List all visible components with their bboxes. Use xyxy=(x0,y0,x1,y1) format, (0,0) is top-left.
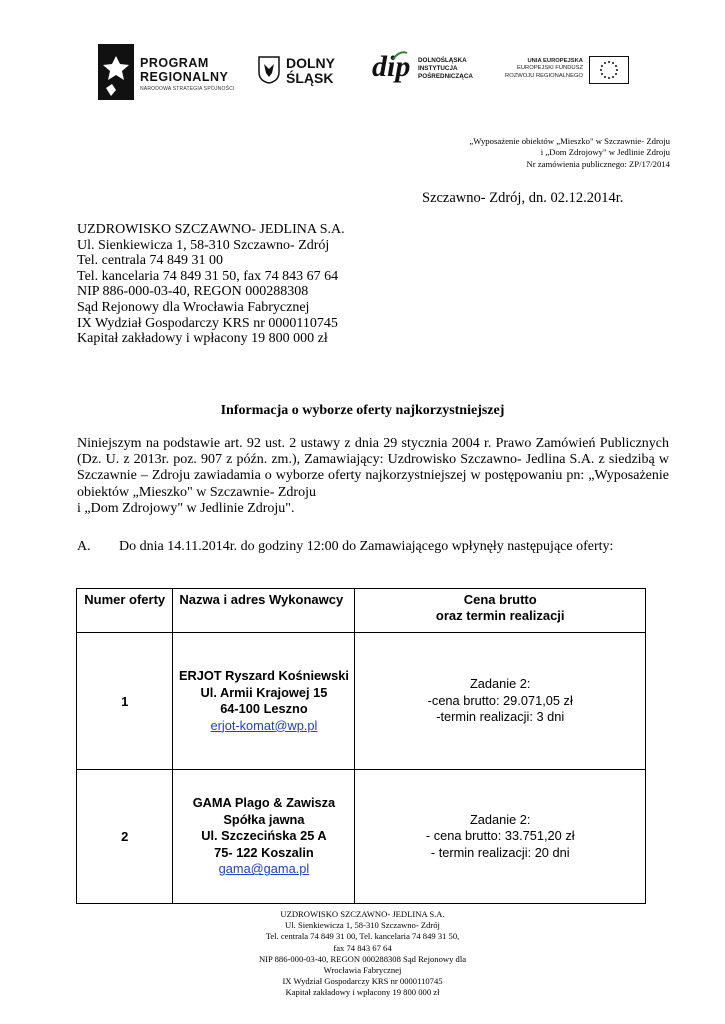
address-line: Tel. kancelaria 74 849 31 50, fax 74 843 67 64 xyxy=(77,268,339,284)
project-ref-line3: Nr zamówienia publicznego: ZP/17/2014 xyxy=(526,158,670,169)
terms-line: -cena brutto: 29.071,05 zł xyxy=(427,692,573,708)
offer-number: 1 xyxy=(77,633,173,770)
header-name-text: Nazwa i adres Wykonawcy xyxy=(179,592,344,607)
footer-line: Ul. Sienkiewicza 1, 58-310 Szczawno- Zdrój xyxy=(285,920,440,931)
footer-line: IX Wydział Gospodarczy KRS nr 0000110745 xyxy=(282,976,443,987)
address-line: UZDROWISKO SZCZAWNO- JEDLINA S.A. xyxy=(77,222,345,237)
sender-address xyxy=(77,222,345,347)
footer-line: NIP 886-000-03-40, REGON 000288308 Sąd Rejonowy dla xyxy=(258,953,467,964)
program-title-line2: REGIONALNY xyxy=(140,70,229,84)
table-row xyxy=(77,633,646,770)
logo-band xyxy=(0,36,725,106)
program-title-line1: PROGRAM xyxy=(140,56,209,70)
project-reference xyxy=(340,136,670,170)
header-price xyxy=(355,589,646,633)
item-a-text: Do dnia 14.11.2014r. do godziny 12:00 do Zamawiającego wpłynęły następujące oferty: xyxy=(119,539,614,554)
terms-line: - cena brutto: 33.751,20 zł xyxy=(425,828,575,844)
bidder-name-line: 64-100 Leszno xyxy=(220,701,308,716)
dip-logo xyxy=(372,36,490,106)
document-title: Informacja o wyborze oferty najkorzystniejszej xyxy=(220,403,505,418)
terms-line: - termin realizacji: 20 dni xyxy=(430,844,570,860)
body-text: Niniejszym na podstawie art. 92 ust. 2 ustawy z dnia 29 stycznia 2004 r. Prawo Zamówień Publicznych (Dz. U. z 2013r. poz. 907 z późn. zm.), Zamawiający: Uzdrowisko Szczawno- Jedlina S.A. z siedzibą w Szczawnie – Zdroju zawiadamia o wyborze oferty najkorzystniejszej w postępowaniu pn: „Wyposażenie obiektów „Mieszko" w Szczawnie- Zdroju xyxy=(77,436,669,500)
bidder-name-line: GAMA Plago & Zawisza xyxy=(192,795,336,811)
dip-line2: INSTYTUCJA xyxy=(418,65,458,72)
project-ref-line1: „Wyposażenie obiektów „Mieszko" w Szczawnie- Zdroju xyxy=(469,136,670,146)
terms-cell xyxy=(355,770,646,904)
offers-table xyxy=(76,588,646,904)
table-header-row xyxy=(77,589,646,633)
dolny-slask-logo xyxy=(258,36,350,106)
dip-line3: POŚREDNICZĄCA xyxy=(418,73,473,80)
bidder-name-line: Ul. Szczecińska 25 A xyxy=(201,828,327,844)
bidder-cell xyxy=(173,770,355,904)
program-subtitle: NARODOWA STRATEGIA SPÓJNOŚCI xyxy=(140,86,235,92)
header-number xyxy=(77,589,173,633)
eu-logo xyxy=(500,36,630,106)
bidder-name-line: Ul. Armii Krajowej 15 xyxy=(200,684,328,700)
terms-line: Zadanie 2: xyxy=(469,811,531,827)
item-a xyxy=(77,539,613,555)
address-line: IX Wydział Gospodarczy KRS nr 0000110745 xyxy=(77,315,338,331)
bidder-name-line: Spółka jawna xyxy=(223,811,305,827)
terms-cell xyxy=(355,633,646,770)
bidder-name-line: 75- 122 Koszalin xyxy=(214,844,314,860)
body-paragraph xyxy=(77,436,669,517)
program-regionalny-emblem-icon xyxy=(98,44,134,100)
footer-line: UZDROWISKO SZCZAWNO- JEDLINA S.A. xyxy=(280,909,445,919)
terms-line: -termin realizacji: 3 dni xyxy=(436,709,565,725)
address-line: Tel. centrala 74 849 31 00 xyxy=(77,253,223,269)
dip-mark: dip xyxy=(372,50,411,83)
ue-line2: EUROPEJSKI FUNDUSZ xyxy=(516,65,583,72)
ue-line1: UNIA EUROPEJSKA xyxy=(527,58,583,64)
footer-line: Wrocławia Fabrycznej xyxy=(323,965,402,976)
program-regionalny-logo xyxy=(98,36,248,106)
bidder-email-link[interactable]: gama@gama.pl xyxy=(218,861,310,877)
date-line: Szczawno- Zdrój, dn. 02.12.2014r. xyxy=(422,190,624,206)
footer-line: fax 74 843 67 64 xyxy=(333,942,392,953)
page-footer xyxy=(0,909,725,999)
project-ref-line2: i „Dom Zdrojowy" w Jedlinie Zdroju xyxy=(540,147,670,158)
item-a-letter: A. xyxy=(77,539,91,554)
table-row xyxy=(77,770,646,904)
eu-flag-icon xyxy=(589,56,629,84)
footer-line: Kapitał zakładowy i wpłacony 19 800 000 zł xyxy=(285,987,440,998)
header-number-text: Numer oferty xyxy=(84,592,166,607)
offer-number: 2 xyxy=(77,770,173,904)
address-line: Kapitał zakładowy i wpłacony 19 800 000 zł xyxy=(77,331,328,347)
header-price-line2: oraz termin realizacji xyxy=(435,608,565,623)
bidder-cell xyxy=(173,633,355,770)
address-line: Ul. Sienkiewicza 1, 58-310 Szczawno- Zdrój xyxy=(77,237,330,253)
dip-line1: DOLNOŚLĄSKA xyxy=(418,57,467,64)
bidder-name-line: ERJOT Ryszard Kośniewski xyxy=(178,668,349,683)
dolny-text-line1: DOLNY xyxy=(286,55,335,71)
ue-line3: ROZWOJU REGIONALNEGO xyxy=(505,72,583,79)
dolny-text-line2: ŚLĄSK xyxy=(286,70,334,86)
footer-line: Tel. centrala 74 849 31 00, Tel. kancelaria 74 849 31 50, xyxy=(265,931,460,942)
body-last-line: i „Dom Zdrojowy" w Jedlinie Zdroju". xyxy=(77,500,295,516)
header-name xyxy=(173,589,355,633)
address-line: Sąd Rejonowy dla Wrocławia Fabrycznej xyxy=(77,299,310,315)
bidder-email-link[interactable]: erjot-komat@wp.pl xyxy=(210,717,318,733)
dip-swoosh-icon xyxy=(392,50,408,60)
terms-line: Zadanie 2: xyxy=(469,676,531,692)
eagle-crest-icon xyxy=(258,56,280,84)
address-line: NIP 886-000-03-40, REGON 000288308 xyxy=(77,284,309,300)
header-price-line1: Cena brutto xyxy=(463,592,537,607)
